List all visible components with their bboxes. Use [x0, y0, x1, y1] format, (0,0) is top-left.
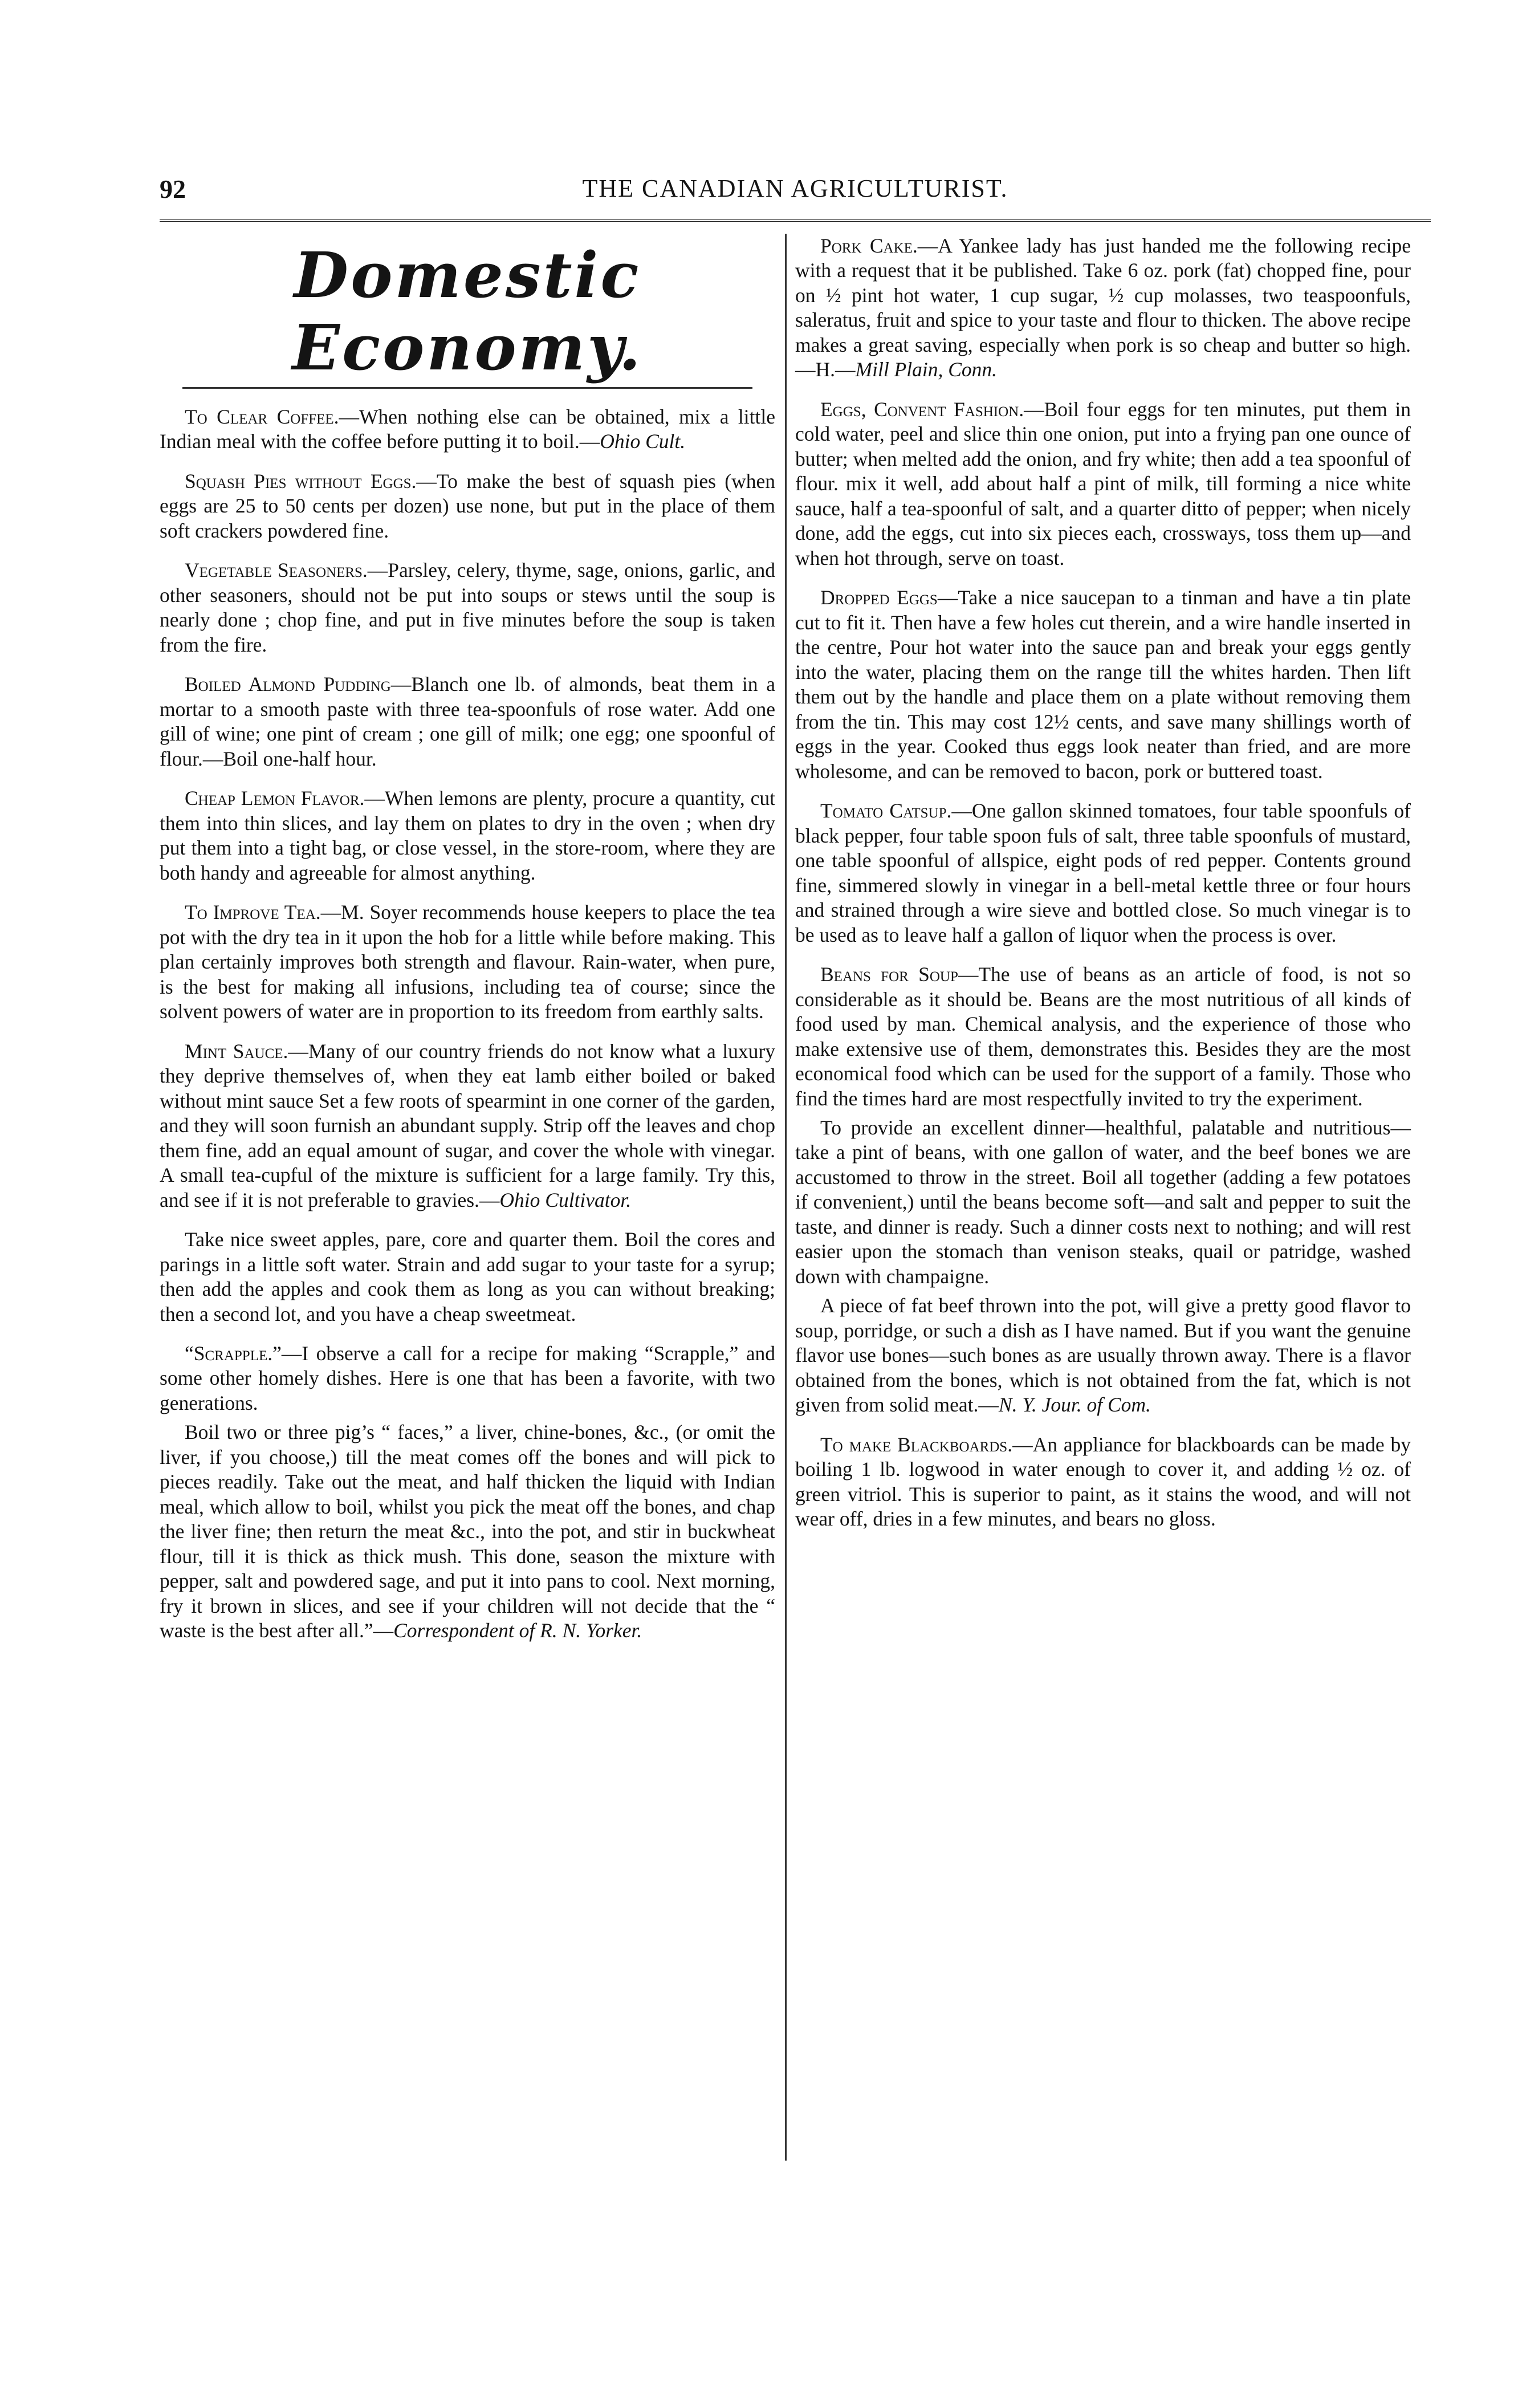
article-body: Take nice sweet apples, pare, core and quarter them. Boil the cores and parings in a little soft water. Strain and add sugar to your taste for a syrup; then add the apples and cook them as long as you can without breaking; then a second lot, and you have a cheap sweetmeat. — [160, 1228, 775, 1325]
article-body: —A Yankee lady has just handed me the following recipe with a request that it be published. Take 6 oz. pork (fat) chopped fine, pour on ½ pint hot water, 1 cup sugar, ½ cup molasses, two teaspoonfuls, saleratus, fruit and spice to your taste and flour to thicken. The above recipe makes a great saving, especially when pork is so cheap and butter so high.—H.— — [795, 234, 1411, 381]
article-source: Mill Plain, Conn. — [855, 358, 998, 381]
article-body: To provide an excellent dinner—healthful, palatable and nutritious—take a pint of beans, with one gallon of water, and the beef bones we are accustomed to throw in the street. Boil all together (adding a few potatoes if convenient,) until the beans become soft—and salt and pepper to suit the taste, and dinner is ready. Such a dinner costs next to nothing; and will rest easier upon the stomach than venison steaks, quail or patridge, washed down with champaigne. — [795, 1116, 1411, 1288]
article-body: —The use of beans as an article of food, is not so considerable as it should be. Beans are the most nutritious of all kinds of food used by man. Chemical analysis, and the experience of those who make extensive use of them, demonstrates this. Besides they are the most economical food which can be used for the support of a family. Those who find the times hard are most respectfully invited to try the experiment. — [795, 963, 1411, 1110]
page-number: 92 — [160, 174, 186, 204]
article-body: A piece of fat beef thrown into the pot, will give a pretty good flavor to soup, porridge, or such a dish as I have named. But if you want the genuine flavor use bones—such bones as are usually thrown away. There is a flavor obtained from the bones, which is not obtained from the fat, which is not given from solid meat.— — [795, 1294, 1411, 1417]
article-paragraph — [160, 558, 775, 657]
article-source: Correspondent of R. N. Yorker. — [393, 1619, 642, 1642]
article-paragraph — [160, 1341, 775, 1415]
running-head: THE CANADIAN AGRICULTURIST. — [582, 174, 1008, 202]
left-column — [160, 239, 775, 1658]
article-heading: Squash Pies without Eggs. — [185, 469, 417, 493]
article-heading: Dropped Eggs — [820, 586, 938, 609]
article-heading: To make Blackboards. — [820, 1433, 1013, 1456]
title-rule — [182, 387, 752, 389]
article-paragraph — [160, 672, 775, 771]
article-heading: To Clear Coffee. — [185, 405, 339, 428]
article-body: —Parsley, celery, thyme, sage, onions, garlic, and other seasoners, should not be put into soups or stews until the soup is nearly done ; chop fine, and put in five minutes before the soup is taken from the fire. — [160, 559, 775, 656]
article-source: Ohio Cult. — [600, 430, 686, 453]
article-heading: Cheap Lemon Flavor. — [185, 787, 365, 810]
article-paragraph — [795, 1433, 1411, 1532]
article-heading: Pork Cake. — [820, 234, 918, 257]
article-source: Ohio Cultivator. — [499, 1188, 632, 1211]
article-heading: “Scrapple.” — [185, 1341, 282, 1365]
article-heading: To Improve Tea. — [185, 901, 321, 924]
article-body: —When nothing else can be obtained, mix a little Indian meal with the coffee before putting it to boil.— — [160, 405, 775, 453]
article-paragraph — [795, 234, 1411, 383]
article-heading: Beans for Soup — [820, 963, 958, 986]
article-heading: Tomato Catsup. — [820, 799, 952, 823]
column-divider — [785, 234, 787, 2161]
right-column — [795, 234, 1411, 1547]
article-paragraph — [160, 405, 775, 454]
article-paragraph — [795, 397, 1411, 571]
article-body: —Many of our country friends do not know what a luxury they deprive themselves of, when they eat lamb either boiled or baked without mint sauce Set a few roots of spearmint in one corner of the garden, and they will soon furnish an abundant supply. Strip off the leaves and chop them fine, add an equal amount of sugar, and cover the whole with vinegar. A small tea-cupful of the mixture is sufficient for a large family. Try this, and see if it is not preferable to gravies.— — [160, 1039, 775, 1211]
article-paragraph — [160, 1227, 775, 1327]
article-body: Boil two or three pig’s “ faces,” a liver, chine-bones, &c., (or omit the liver, if you choose,) till the meat comes off the bones and will pick to pieces readily. Take out the meat, and half thicken the liquid with Indian meal, which allow to boil, whilst you pick the meat off the bones, and chap the liver fine; then return the meat &c., into the pot, and stir in buckwheat flour, till it is thick as thick mush. This done, season the mixture with pepper, salt and powdered sage, and put it into pans to cool. Next morning, fry it brown in slices, and see if your children will not decide that the “ waste is the best after all.”— — [160, 1421, 775, 1642]
article-paragraph — [160, 900, 775, 1024]
article-paragraph — [160, 786, 775, 885]
article-body: —To make the best of squash pies (when eggs are 25 to 50 cents per dozen) use none, but put in the place of them soft crackers powdered fine. — [160, 469, 775, 542]
article-paragraph — [795, 1116, 1411, 1289]
article-paragraph — [795, 1294, 1411, 1417]
article-body: —When lemons are plenty, procure a quantity, cut them into thin slices, and lay them on plates to dry in the oven ; when dry put them into a tight bag, or close vessel, in the store-room, where they are both handy and agreeable for almost anything. — [160, 787, 775, 884]
article-heading: Boiled Almond Pudding — [185, 673, 391, 696]
article-paragraph — [160, 469, 775, 543]
article-heading: Mint Sauce. — [185, 1039, 288, 1063]
article-body: —M. Soyer recommends house keepers to place the tea pot with the dry tea in it upon the hob for a little while before making. This plan certainly improves both strength and flavour. Rain-water, when pure, is the best for making all infusions, including tea of course; since the solvent powers of water are in proportion to its freedom from earthly salts. — [160, 901, 775, 1023]
article-body: —I observe a call for a recipe for making “Scrapple,” and some other homely dishes. Here is one that has been a favorite, with two generations. — [160, 1341, 775, 1414]
article-body: —One gallon skinned tomatoes, four table spoonfuls of black pepper, four table spoon fuls of salt, three table spoonfuls of mustard, one table spoonful of allspice, eight pods of red pepper. Contents ground fine, simmered slowly in vinegar in a bell-metal kettle three or four hours and strained through a wire sieve and bottled close. So much vinegar is to be used as to leave half a gallon of liquor when the process is over. — [795, 799, 1411, 946]
article-paragraph — [795, 585, 1411, 784]
article-paragraph — [795, 962, 1411, 1111]
article-heading: Eggs, Convent Fashion. — [820, 397, 1024, 421]
page-header — [160, 174, 1431, 208]
article-body: —An appliance for blackboards can be made by boiling 1 lb. logwood in water enough to cover it, and adding ½ oz. of green vitriol. This is superior to paint, as it stains the wood, and will not wear off, dries in a few minutes, and bears no gloss. — [795, 1433, 1411, 1531]
article-source: N. Y. Jour. of Com. — [998, 1393, 1151, 1417]
article-paragraph — [795, 799, 1411, 947]
department-title: Domestic Economy. — [292, 238, 643, 384]
article-heading: Vegetable Seasoners. — [185, 559, 368, 582]
article-body: —Blanch one lb. of almonds, beat them in a mortar to a smooth paste with three tea-spoonfuls of rose water. Add one gill of wine; one pint of cream ; one gill of milk; one egg; one spoonful of flour.—Boil one-half hour. — [160, 673, 775, 770]
article-body: —Take a nice saucepan to a tinman and have a tin plate cut to fit it. Then have a few holes cut therein, and a wire handle inserted in the centre, Pour hot water into the sauce pan and break your eggs gently into the water, placing them on the range till the whites harden. Then lift them out by the handle and place them on a plate without removing them from the tin. This may cost 12½ cents, and save many shillings worth of eggs in the year. Cooked thus eggs look neater than fried, and are more wholesome, and can be removed to bacon, pork or buttered toast. — [795, 586, 1411, 783]
header-rule — [160, 219, 1431, 222]
article-body: —Boil four eggs for ten minutes, put them in cold water, peel and slice thin one onion, put into a frying pan one ounce of butter; when melted add the onion, and fry white; then add a tea spoonful of flour. mix it well, add about half a pint of milk, till forming a nice white sauce, half a tea-spoonful of salt, and a quarter ditto of pepper; when nicely done, add the eggs, cut into six pieces each, crossways, toss them up—and when hot through, serve on toast. — [795, 397, 1411, 570]
article-paragraph — [160, 1420, 775, 1643]
article-paragraph — [160, 1039, 775, 1213]
